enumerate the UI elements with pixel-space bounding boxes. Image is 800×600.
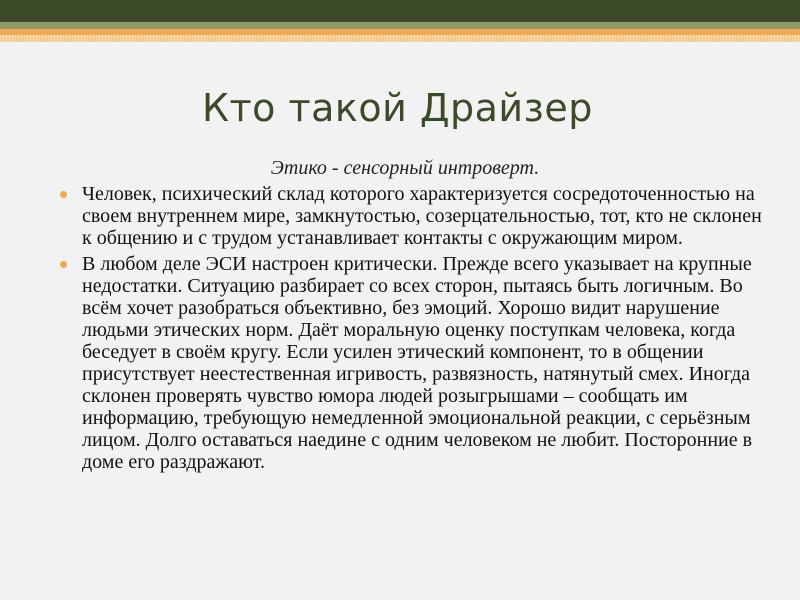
bullet-text: В любом деле ЭСИ настроен критически. Прежде всего указывает на крупные недостатки. Ситуацию разбирает со всех сторон, пытаясь быть логичным. Во всём хочет разобраться объективно, без эмоций. Хорошо видит нарушение людьми этических норм. Даёт моральную оценку поступкам человека, когда беседует в своём кругу. Если усилен этический компонент, то в общении присутствует неестественная игривость, развязность, натянутый смех. Иногда склонен проверять чувство юмора людей розыгрышами – сообщать им информацию, требующую немедленной эмоциональной реакции, с серьёзным лицом. Долго оставаться наедине с одним человеком не любит. Посторонние в доме его раздражают.: [82, 253, 753, 473]
bullet-item-esi-description: [60, 253, 762, 473]
header-band-dark: [0, 0, 800, 22]
bullet-dot-icon: [60, 191, 67, 198]
bullet-text: Человек, психический склад которого характеризуется сосредоточенностью на своем внутреннем мире, замкнутостью, созерцательностью, тот, кто не склонен к общению и с трудом устанавливает контакты с окружающим миром.: [82, 183, 762, 249]
slide-subtitle: Этико - сенсорный интроверт.: [270, 157, 540, 179]
header-band-olive: [0, 22, 800, 29]
header-band-striped: [0, 35, 800, 42]
bullet-list: [60, 183, 762, 477]
bullet-dot-icon: [60, 261, 67, 268]
slide-title: Кто такой Драйзер: [202, 86, 593, 130]
bullet-item-introvert-definition: [60, 183, 762, 249]
